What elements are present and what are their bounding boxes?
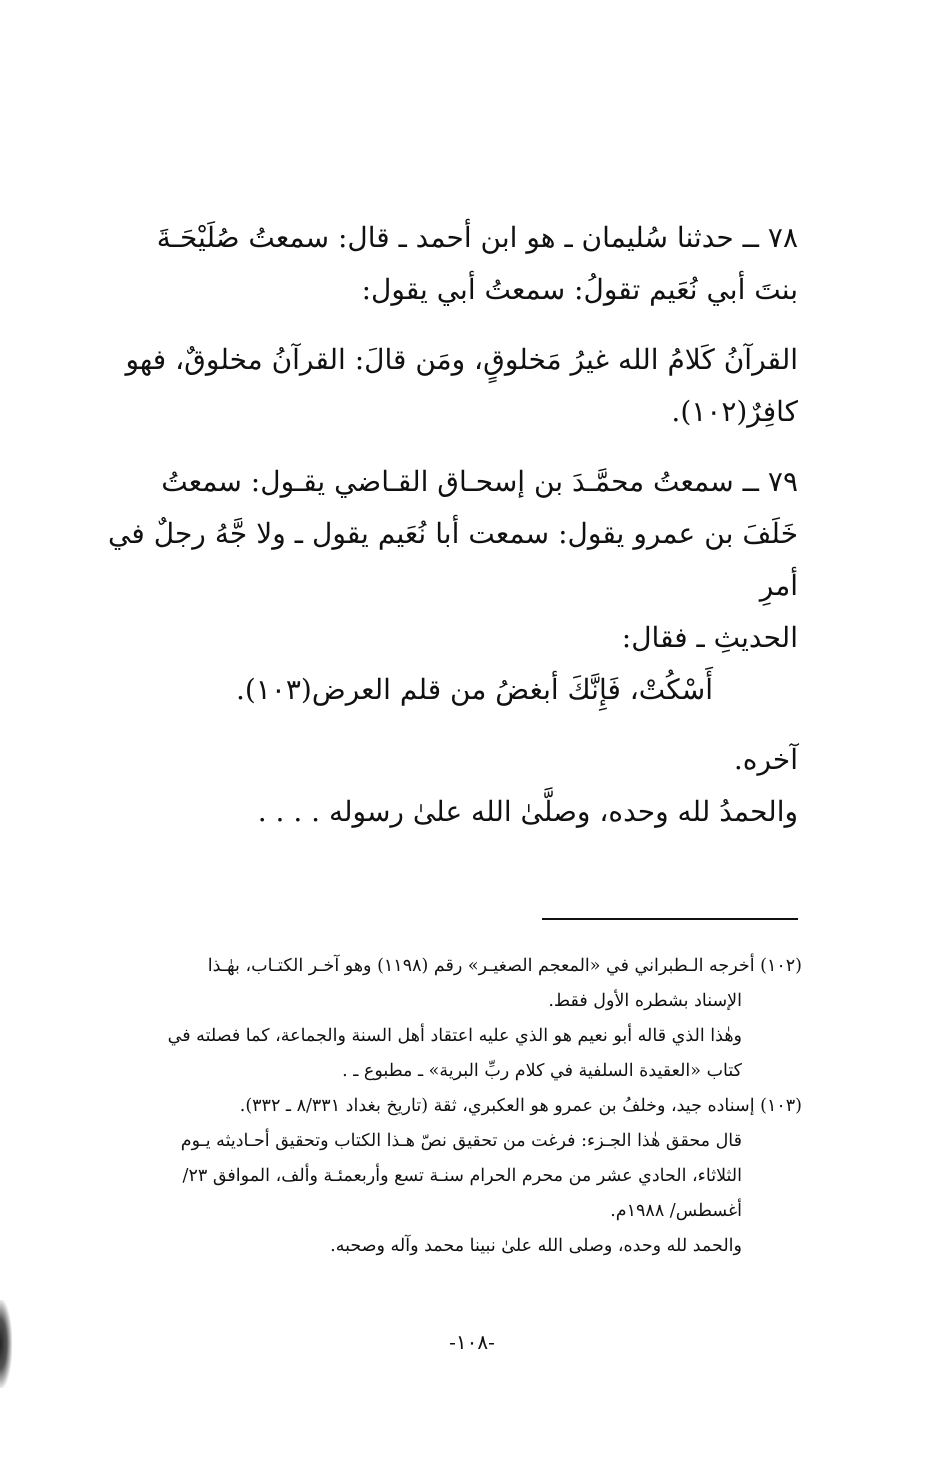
spacer — [108, 438, 798, 456]
text-line: القرآنُ كَلامُ الله غيرُ مَخلوقٍ، ومَن قالَ: القرآنُ مخلوقٌ، فهو — [125, 343, 798, 376]
footnote-102: (١٠٢) أخرجه الـطبراني في «المعجم الصغيـر» رقم (١١٩٨) وهو آخـر الكتـاب، بهٰـذا — [207, 956, 802, 976]
spacer — [108, 316, 798, 334]
footnotes — [118, 950, 802, 1265]
text-line: كافِرٌ(١٠٢). — [671, 395, 798, 428]
footnote-103: (١٠٣) إسناده جيد، وخلفُ بن عمرو هو العكبري، ثقة (تاريخ بغداد ٨/٣٣١ ـ ٣٣٢). — [239, 1096, 802, 1116]
page-number: -١٠٨- — [449, 1330, 495, 1354]
closing — [108, 734, 798, 838]
footnote-divider — [542, 918, 798, 920]
footnote-103-cont: والحمد لله وحده، وصلى الله علىٰ نبينا محمد وآله وصحبه. — [330, 1236, 742, 1256]
paragraph-79 — [108, 456, 798, 664]
footnote-102-cont: كتاب «العقيدة السلفية في كلام ربِّ البرية» ـ مطبوع ـ . — [342, 1061, 742, 1081]
text-line: خَلَفَ بن عمرو يقول: سمعت أبا نُعَيم يقول ـ ولا جَّهُ رجلٌ في أمرِ — [108, 517, 798, 602]
paragraph-78 — [108, 212, 798, 316]
text-line: ٧٨ ــ حدثنا سُليمان ـ هو ابن أحمد ـ قال: سمعتُ صُلَيْحَـةَ — [156, 221, 798, 254]
scan-edge-mark — [0, 1300, 12, 1388]
quote-103 — [108, 664, 798, 716]
footnote-102-cont: الإسناد بشطره الأول فقط. — [548, 991, 742, 1011]
text-line: ٧٩ ــ سمعتُ محمَّـدَ بن إسحـاق القـاضي يقـول: سمعتُ — [161, 465, 798, 498]
footnote-103-cont: الثلاثاء، الحادي عشر من محرم الحرام سنـة تسع وأربعمئـة وألف، الموافق ٢٣/ — [182, 1166, 742, 1186]
text-line: والحمدُ لله وحده، وصلَّىٰ الله علىٰ رسوله . . . . — [257, 795, 798, 828]
spacer — [108, 716, 798, 734]
footnote-102-cont: وهٰذا الذي قاله أبو نعيم هو الذي عليه اعتقاد أهل السنة والجماعة، كما فصلته في — [167, 1026, 742, 1046]
footnote-103-cont: قال محقق هٰذا الجـزء: فرغت من تحقيق نصّ هـذا الكتاب وتحقيق أحـاديثه يـوم — [180, 1131, 742, 1151]
quote-102 — [108, 334, 798, 438]
main-text — [108, 212, 798, 838]
text-line: بنتَ أبي نُعَيم تقولُ: سمعتُ أبي يقول: — [361, 273, 798, 306]
footnote-103-cont: أغسطس/ ١٩٨٨م. — [610, 1201, 742, 1221]
text-line: أَسْكُتْ، فَإِنَّكَ أبغضُ من قلم العرض(١٠٣). — [235, 673, 713, 706]
text-line: آخره. — [733, 743, 798, 776]
text-line: الحديثِ ـ فقال: — [621, 621, 798, 654]
